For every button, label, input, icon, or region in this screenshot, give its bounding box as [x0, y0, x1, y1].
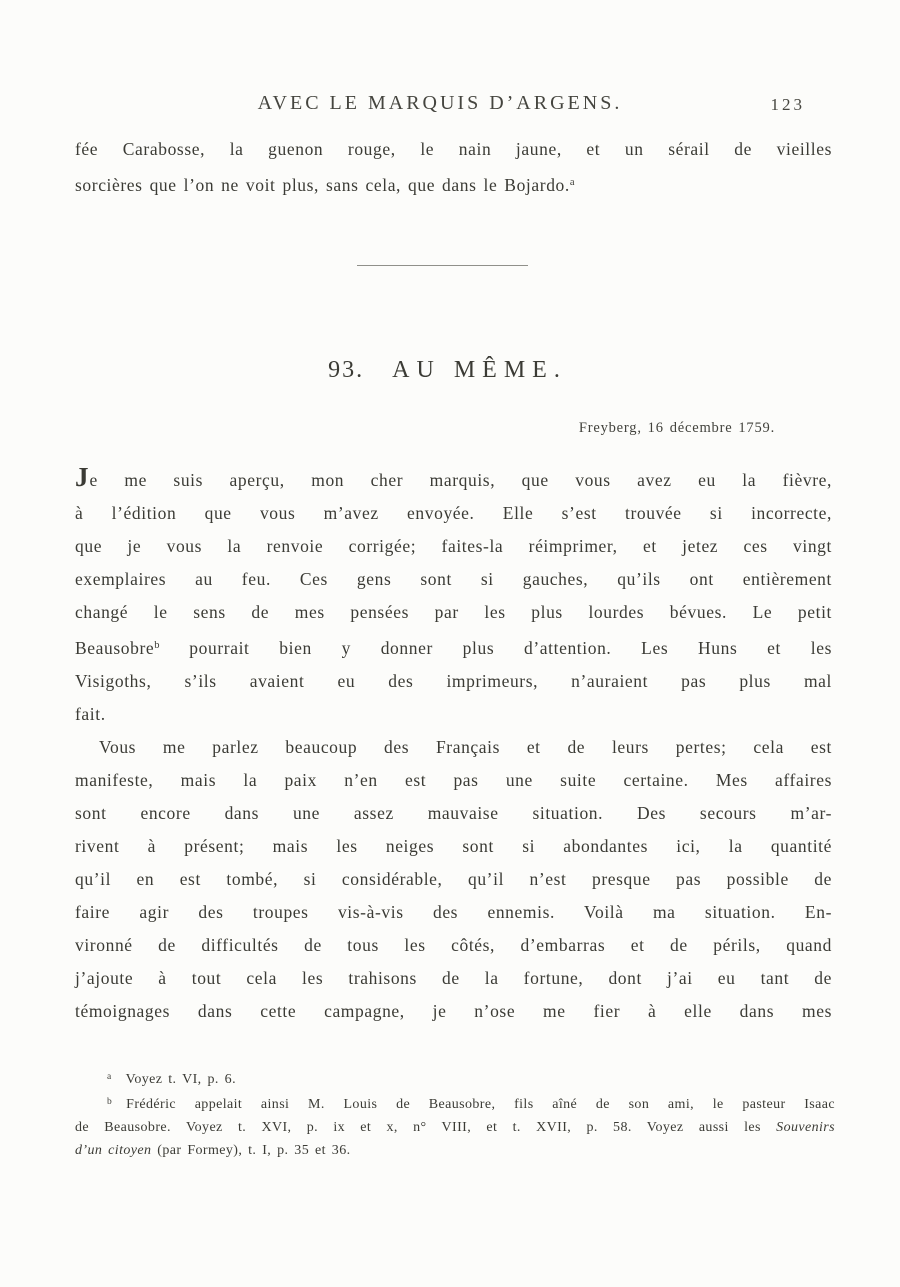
- footnote-ref-a: a: [569, 177, 575, 188]
- footnote-b-line: $^b$ Frédéric appelait ainsi M. Louis de Beausobre, fils aîné de son ami, le pasteur Isaac: [107, 1097, 835, 1112]
- footnote-marker-a: a: [107, 1072, 112, 1082]
- body-line: Beausobre$^b$ pourrait bien y donner plus d’attention. Les Huns et les: [75, 638, 832, 658]
- body-line: témoignages dans cette campagne, je n’ose me fier à elle dans mes: [75, 1001, 832, 1021]
- page-number: 123: [770, 95, 805, 114]
- running-head: AVEC LE MARQUIS D’ARGENS.: [257, 92, 623, 114]
- section-divider-rule: [357, 265, 528, 266]
- dateline: Freyberg, 16 décembre 1759.: [578, 420, 775, 436]
- footnote-b-line: de Beausobre. Voyez t. XVI, p. ix et x, n° VIII, et t. XVII, p. 58. Voyez aussi les Souvenirs: [75, 1120, 835, 1135]
- body-line: changé le sens de mes pensées par les plus lourdes bévues. Le petit: [75, 602, 832, 622]
- letter-body: [75, 461, 832, 1028]
- carried-over-paragraph: [75, 133, 832, 202]
- body-line: qu’il en est tombé, si considérable, qu’il n’est presque pas possible de: [75, 869, 832, 889]
- body-line: j’ajoute à tout cela les trahisons de la fortune, dont j’ai eu tant de: [75, 968, 832, 988]
- letter-number: 93.: [328, 357, 365, 383]
- cited-work-title: d’un citoyen: [75, 1143, 152, 1158]
- body-line: Vous me parlez beaucoup des Français et de leurs pertes; cela est: [99, 737, 832, 757]
- footnote-b-line: d’un citoyen (par Formey), t. I, p. 35 et 36.: [75, 1143, 351, 1158]
- body-line: rivent à présent; mais les neiges sont si abondantes ici, la quantité: [75, 836, 832, 856]
- body-line: exemplaires au feu. Ces gens sont si gauches, qu’ils ont entièrement: [75, 569, 832, 589]
- footnote-a: $^a$ Voyez t. VI, p. 6.: [107, 1072, 236, 1087]
- footnotes: [75, 1066, 835, 1162]
- cited-work-title: Souvenirs: [776, 1120, 835, 1135]
- body-line: faire agir des troupes vis-à-vis des ennemis. Voilà ma situation. En-: [75, 902, 832, 922]
- body-line: vironné de difficultés de tous les côtés, d’embarras et de périls, quand: [75, 935, 832, 955]
- body-line: à l’édition que vous m’avez envoyée. Elle s’est trouvée si incorrecte,: [75, 503, 832, 523]
- fragment-line: sorcières que l’on ne voit plus, sans cela, que dans le Bojardo.$^a$: [75, 175, 575, 195]
- body-line: Visigoths, s’ils avaient eu des imprimeurs, n’auraient pas plus mal: [75, 671, 832, 691]
- footnote-marker-b: b: [107, 1097, 113, 1107]
- body-line: sont encore dans une assez mauvaise situation. Des secours m’ar-: [75, 803, 832, 823]
- body-line: fait.: [75, 704, 106, 724]
- body-line: que je vous la renvoie corrigée; faites-la réimprimer, et jetez ces vingt: [75, 536, 832, 556]
- body-line: Je me suis aperçu, mon cher marquis, que vous avez eu la fièvre,: [75, 462, 832, 492]
- footnote-ref-b: b: [154, 640, 160, 651]
- body-line: manifeste, mais la paix n’en est pas une suite certaine. Mes affaires: [75, 770, 832, 790]
- letter-title: AU MÊME.: [392, 357, 567, 383]
- letter-heading: [75, 357, 820, 384]
- fragment-line: fée Carabosse, la guenon rouge, le nain jaune, et un sérail de vieilles: [75, 139, 832, 159]
- initial-capital: J: [75, 462, 90, 492]
